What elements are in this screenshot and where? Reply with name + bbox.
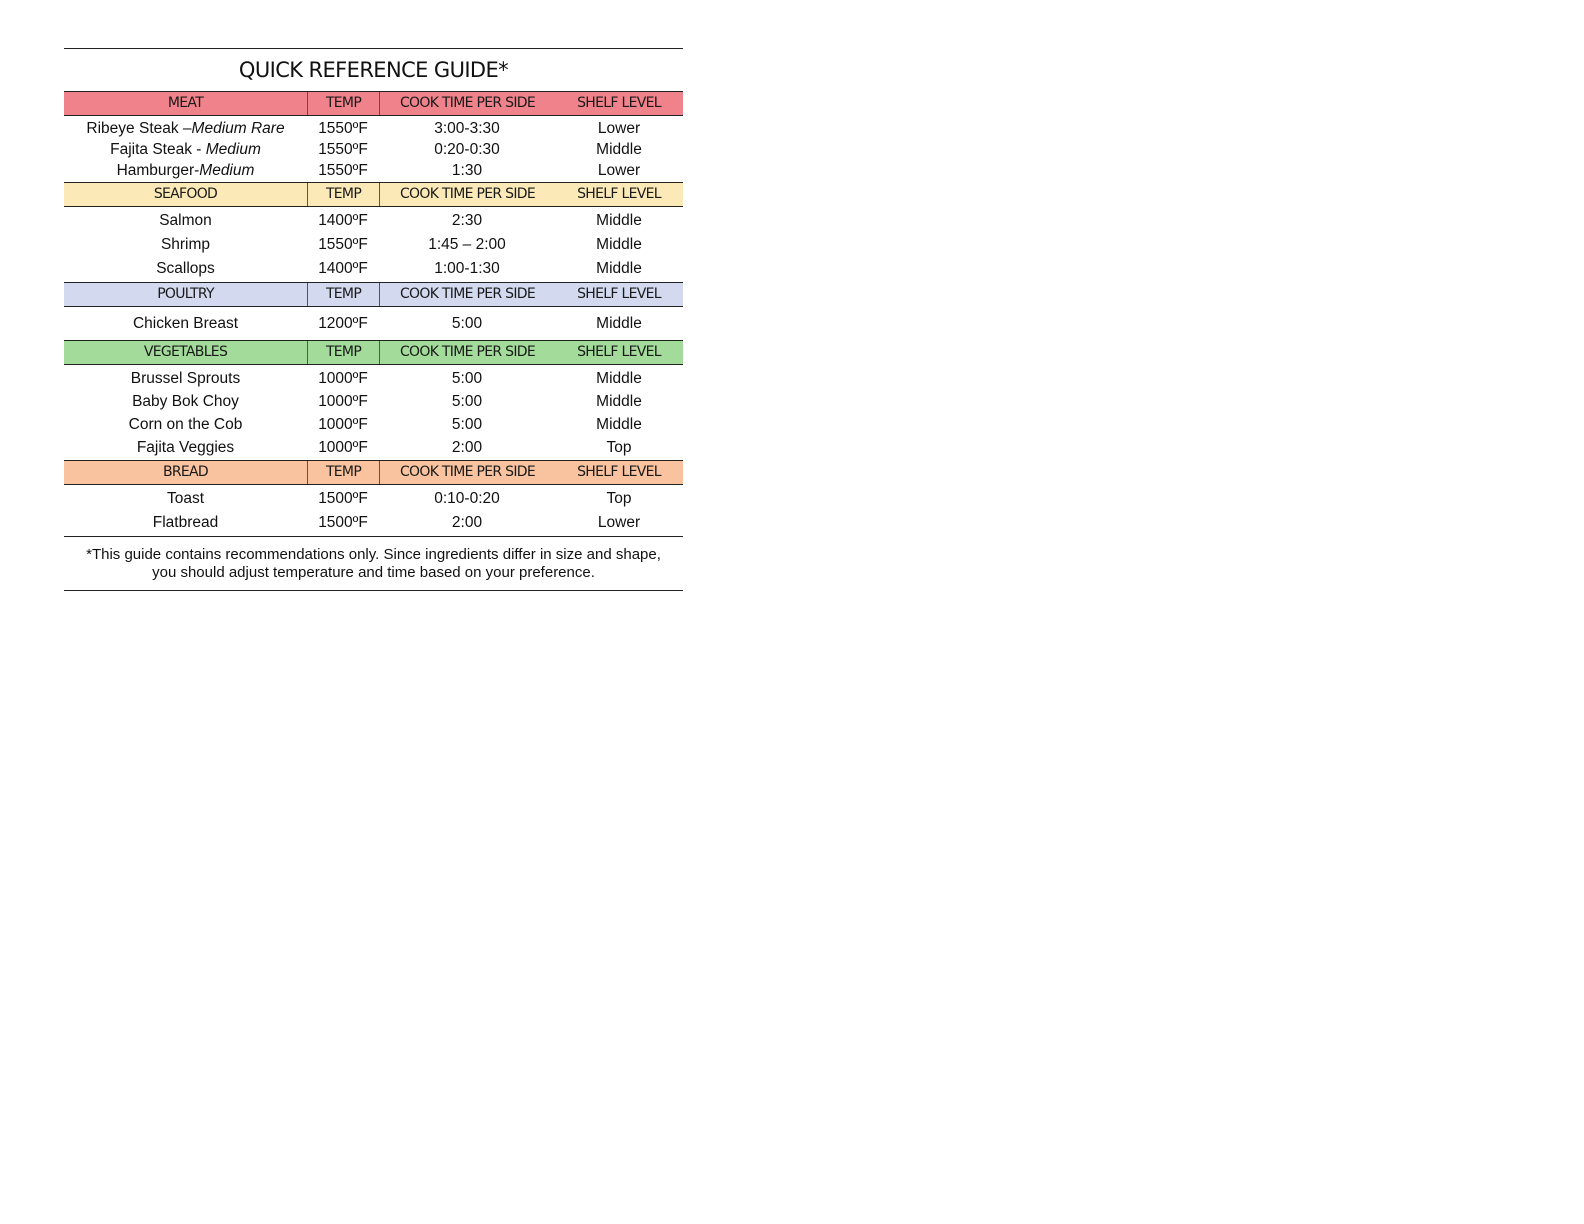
item-label: Hamburger- xyxy=(116,162,200,179)
table-row xyxy=(64,233,683,257)
cook-time-header: COOK TIME PER SIDE xyxy=(379,183,555,206)
item-label: Fajita Veggies xyxy=(136,439,235,456)
item-label: Chicken Breast xyxy=(132,315,239,332)
table-row xyxy=(64,139,683,160)
shelf-level-header: SHELF LEVEL xyxy=(577,464,661,480)
shelf-level-value: Lower xyxy=(597,514,641,531)
temperature-value: 1550ºF xyxy=(318,120,368,137)
temperature-value: 1500ºF xyxy=(318,490,368,507)
cook-time-value: 2:30 xyxy=(451,212,483,229)
footnote: *This guide contains recommendations only. Since ingredients differ in size and shape, you should adjust temperature and time based on your preference. xyxy=(64,536,683,591)
section-name: VEGETABLES xyxy=(143,344,228,360)
shelf-level-value: Middle xyxy=(596,416,642,433)
shelf-level-value: Top xyxy=(606,490,632,507)
shelf-level-value: Middle xyxy=(596,370,642,387)
cook-time-value: 1:00-1:30 xyxy=(434,260,500,277)
temperature-value: 1000ºF xyxy=(318,393,368,410)
item-name xyxy=(64,487,307,511)
cook-time-value: 0:20-0:30 xyxy=(434,141,500,158)
shelf-level-value: Middle xyxy=(596,212,642,229)
item-label: Salmon xyxy=(159,212,212,229)
cook-time-header: COOK TIME PER SIDE xyxy=(379,92,555,115)
cook-time-value: 5:00 xyxy=(451,370,483,387)
shelf-level-value: Middle xyxy=(596,315,642,332)
temp-header: TEMP xyxy=(307,183,379,206)
table-row xyxy=(64,390,683,413)
cook-time-header: COOK TIME PER SIDE xyxy=(379,461,555,484)
item-name xyxy=(64,436,307,459)
item-name xyxy=(64,118,307,139)
item-name xyxy=(64,209,307,233)
temperature-value: 1000ºF xyxy=(318,416,368,433)
section-header-vegetables xyxy=(64,340,683,365)
cook-time-value: 1:30 xyxy=(451,162,483,179)
doneness-note: Medium xyxy=(199,162,255,179)
cook-time-header: COOK TIME PER SIDE xyxy=(379,283,555,306)
section-name: SEAFOOD xyxy=(153,186,218,202)
table-row xyxy=(64,487,683,511)
temperature-value: 1550ºF xyxy=(318,162,368,179)
cook-time-value: 5:00 xyxy=(451,315,483,332)
cook-time-value: 3:00-3:30 xyxy=(434,120,500,137)
shelf-level-value: Lower xyxy=(597,120,641,137)
item-label: Fajita Steak - xyxy=(110,141,206,158)
temperature-value: 1550ºF xyxy=(318,141,368,158)
item-name xyxy=(64,160,307,181)
doneness-note: Medium xyxy=(205,141,261,158)
table-row xyxy=(64,309,683,339)
table-row xyxy=(64,209,683,233)
item-label: Ribeye Steak – xyxy=(86,120,192,137)
section-name: POULTRY xyxy=(157,286,214,302)
temp-header: TEMP xyxy=(307,341,379,364)
cook-time-value: 5:00 xyxy=(451,416,483,433)
quick-reference-guide xyxy=(64,48,683,591)
guide-title: QUICK REFERENCE GUIDE* xyxy=(238,58,509,82)
temp-header: TEMP xyxy=(307,283,379,306)
item-name xyxy=(64,390,307,413)
table-row xyxy=(64,118,683,139)
cook-time-value: 2:00 xyxy=(451,439,483,456)
section-header-meat xyxy=(64,91,683,116)
item-name xyxy=(64,139,307,160)
doneness-note: Medium Rare xyxy=(191,120,285,137)
item-label: Flatbread xyxy=(152,514,219,531)
table-row xyxy=(64,257,683,281)
guide-table xyxy=(64,91,683,535)
temperature-value: 1000ºF xyxy=(318,370,368,387)
item-label: Corn on the Cob xyxy=(128,416,243,433)
shelf-level-value: Top xyxy=(606,439,632,456)
item-label: Toast xyxy=(166,490,205,507)
table-row xyxy=(64,367,683,390)
section-header-poultry xyxy=(64,282,683,307)
section-header-bread xyxy=(64,460,683,485)
temperature-value: 1400ºF xyxy=(318,212,368,229)
item-name xyxy=(64,233,307,257)
cook-time-header: COOK TIME PER SIDE xyxy=(379,341,555,364)
temperature-value: 1400ºF xyxy=(318,260,368,277)
table-row xyxy=(64,511,683,535)
section-name: BREAD xyxy=(162,464,209,480)
shelf-level-header: SHELF LEVEL xyxy=(577,344,661,360)
item-name xyxy=(64,413,307,436)
cook-time-value: 0:10-0:20 xyxy=(434,490,500,507)
item-name xyxy=(64,367,307,390)
shelf-level-value: Lower xyxy=(597,162,641,179)
item-label: Baby Bok Choy xyxy=(132,393,239,410)
temp-header: TEMP xyxy=(307,92,379,115)
item-name xyxy=(64,257,307,281)
cook-time-value: 1:45 – 2:00 xyxy=(428,236,506,253)
temperature-value: 1000ºF xyxy=(318,439,368,456)
item-label: Shrimp xyxy=(160,236,211,253)
shelf-level-header: SHELF LEVEL xyxy=(577,286,661,302)
item-label: Brussel Sprouts xyxy=(130,370,241,387)
shelf-level-value: Middle xyxy=(596,393,642,410)
cook-time-value: 5:00 xyxy=(451,393,483,410)
table-row xyxy=(64,160,683,181)
item-name xyxy=(64,309,307,339)
shelf-level-value: Middle xyxy=(596,260,642,277)
item-label: Scallops xyxy=(156,260,215,277)
shelf-level-header: SHELF LEVEL xyxy=(577,95,661,111)
section-name: MEAT xyxy=(167,95,204,111)
temperature-value: 1550ºF xyxy=(318,236,368,253)
table-row xyxy=(64,413,683,436)
item-name xyxy=(64,511,307,535)
shelf-level-header: SHELF LEVEL xyxy=(577,186,661,202)
cook-time-value: 2:00 xyxy=(451,514,483,531)
temperature-value: 1500ºF xyxy=(318,514,368,531)
shelf-level-value: Middle xyxy=(596,141,642,158)
table-row xyxy=(64,436,683,459)
shelf-level-value: Middle xyxy=(596,236,642,253)
temperature-value: 1200ºF xyxy=(318,315,368,332)
temp-header: TEMP xyxy=(307,461,379,484)
section-header-seafood xyxy=(64,182,683,207)
